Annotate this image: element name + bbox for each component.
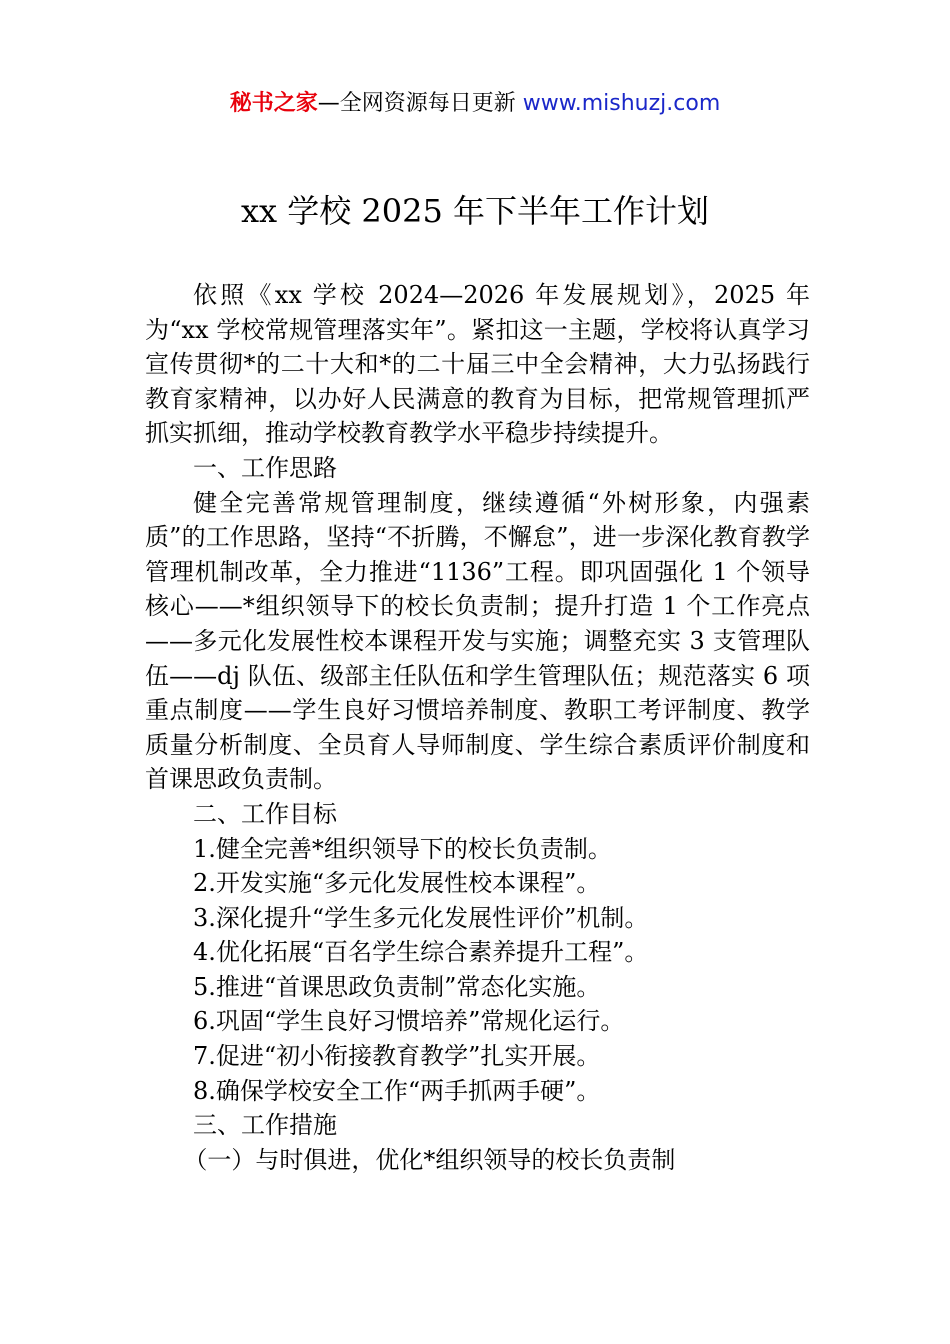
site-brand: 秘书之家: [229, 91, 318, 116]
goal-item: 2.开发实施“多元化发展性校本课程”。: [193, 869, 601, 898]
ideas-paragraph: 健全完善常规管理制度，继续遵循“外树形象，内强素质”的工作思路，坚持“不折腾，不懈怠”，进一步深化教育教学管理机制改革，全力推进“1136”工程。即巩固强化 1 个领导核心——*组织领导下的校长负责制；提升打造 1 个工作亮点——多元化发展性校本课程开发与实施；调整充实 3 支管理队伍——dj 队伍、级部主任队伍和学生管理队伍；规范落实 6 项重点制度——学生良好习惯培养制度、教职工考评制度、教学质量分析制度、全员育人导师制度、学生综合素质评价制度和首课思政负责制。: [145, 488, 810, 794]
site-tagline: —全网资源每日更新: [317, 91, 516, 116]
intro-paragraph: 依照《xx 学校 2024—2026 年发展规划》，2025 年为“xx 学校常规管理落实年”。紧扣这一主题，学校将认真学习宣传贯彻*的二十大和*的二十届三中全会精神，大力弘扬践行教育家精神，以办好人民满意的教育为目标，把常规管理抓严抓实抓细，推动学校教育教学水平稳步持续提升。: [145, 281, 810, 448]
goal-item: 1.健全完善*组织领导下的校长负责制。: [193, 834, 612, 863]
section-heading-goals: 二、工作目标: [193, 799, 337, 828]
measures-subheading: （一）与时俱进，优化*组织领导的校长负责制: [183, 1145, 676, 1174]
goal-item: 6.巩固“学生良好习惯培养”常规化运行。: [193, 1007, 625, 1036]
goal-item: 3.深化提升“学生多元化发展性评价”机制。: [193, 903, 649, 932]
goal-item: 8.确保学校安全工作“两手抓两手硬”。: [193, 1076, 601, 1105]
document-body: [145, 278, 810, 1177]
goal-item: 5.推进“首课思政负责制”常态化实施。: [193, 972, 601, 1001]
site-header: [0, 88, 950, 120]
section-heading-ideas: 一、工作思路: [193, 453, 337, 482]
site-url-link[interactable]: www.mishuzj.com: [522, 91, 721, 116]
section-heading-measures: 三、工作措施: [193, 1111, 337, 1140]
document-title: xx 学校 2025 年下半年工作计划: [240, 192, 710, 230]
goal-item: 7.促进“初小衔接教育教学”扎实开展。: [193, 1042, 601, 1071]
goal-item: 4.优化拓展“百名学生综合素养提升工程”。: [193, 938, 649, 967]
